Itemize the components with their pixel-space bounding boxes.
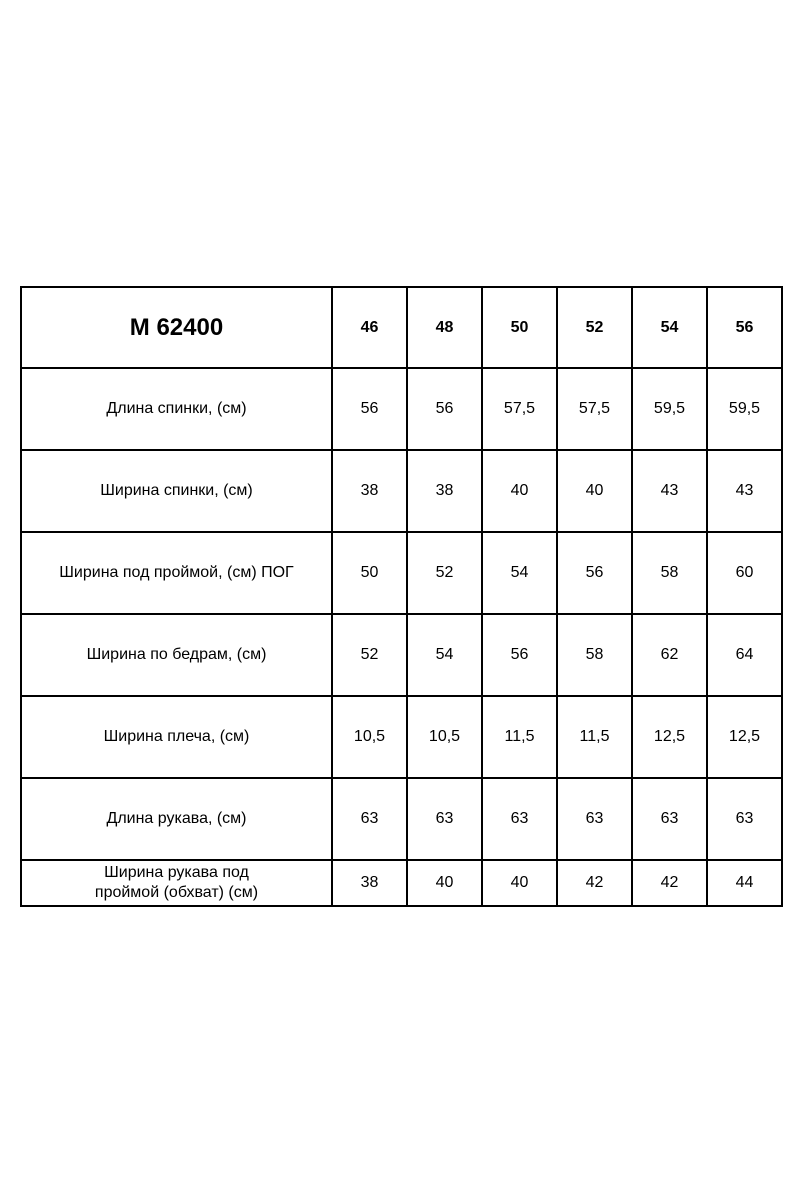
measurement-value: 52 <box>332 614 407 696</box>
measurement-value: 63 <box>632 778 707 860</box>
size-header: 52 <box>557 287 632 368</box>
measurement-value: 40 <box>482 450 557 532</box>
measurement-value: 56 <box>482 614 557 696</box>
measurement-value: 44 <box>707 860 782 906</box>
measurement-label: Длина спинки, (см) <box>21 368 332 450</box>
measurement-value: 63 <box>707 778 782 860</box>
table-row <box>21 450 782 532</box>
measurement-value: 57,5 <box>557 368 632 450</box>
measurement-label: Ширина спинки, (см) <box>21 450 332 532</box>
measurement-value: 59,5 <box>707 368 782 450</box>
measurement-value: 57,5 <box>482 368 557 450</box>
table-row <box>21 778 782 860</box>
measurement-value: 38 <box>332 450 407 532</box>
size-header: 46 <box>332 287 407 368</box>
measurement-value: 50 <box>332 532 407 614</box>
measurement-value: 40 <box>482 860 557 906</box>
measurement-value: 62 <box>632 614 707 696</box>
measurement-value: 60 <box>707 532 782 614</box>
size-header: 50 <box>482 287 557 368</box>
measurement-value: 10,5 <box>332 696 407 778</box>
measurement-value: 10,5 <box>407 696 482 778</box>
measurement-value: 40 <box>407 860 482 906</box>
measurement-value: 12,5 <box>707 696 782 778</box>
measurement-value: 52 <box>407 532 482 614</box>
measurement-value: 42 <box>557 860 632 906</box>
size-header: 54 <box>632 287 707 368</box>
measurement-value: 63 <box>332 778 407 860</box>
size-chart-table <box>20 286 783 907</box>
measurement-value: 43 <box>707 450 782 532</box>
table-row <box>21 860 782 906</box>
measurement-value: 54 <box>407 614 482 696</box>
measurement-value: 64 <box>707 614 782 696</box>
measurement-value: 40 <box>557 450 632 532</box>
measurement-label: Длина рукава, (см) <box>21 778 332 860</box>
measurement-label-line2: проймой (обхват) (см) <box>94 884 259 901</box>
measurement-label: Ширина под проймой, (см) ПОГ <box>21 532 332 614</box>
table-row <box>21 532 782 614</box>
table-row <box>21 614 782 696</box>
measurement-label: Ширина по бедрам, (см) <box>21 614 332 696</box>
table-header-row <box>21 287 782 368</box>
table-row <box>21 696 782 778</box>
measurement-label <box>21 860 332 906</box>
measurement-value: 63 <box>407 778 482 860</box>
measurement-value: 59,5 <box>632 368 707 450</box>
measurement-value: 11,5 <box>482 696 557 778</box>
measurement-value: 63 <box>482 778 557 860</box>
measurement-value: 54 <box>482 532 557 614</box>
measurement-value: 63 <box>557 778 632 860</box>
measurement-value: 56 <box>332 368 407 450</box>
measurement-value: 56 <box>557 532 632 614</box>
measurement-value: 43 <box>632 450 707 532</box>
measurement-value: 12,5 <box>632 696 707 778</box>
model-number: M 62400 <box>21 287 332 368</box>
size-header: 56 <box>707 287 782 368</box>
measurement-label: Ширина плеча, (см) <box>21 696 332 778</box>
measurement-value: 58 <box>557 614 632 696</box>
size-header: 48 <box>407 287 482 368</box>
measurement-value: 42 <box>632 860 707 906</box>
measurement-value: 58 <box>632 532 707 614</box>
measurement-label-line1: Ширина рукава под <box>104 864 249 881</box>
measurement-value: 11,5 <box>557 696 632 778</box>
measurement-value: 38 <box>332 860 407 906</box>
measurement-value: 56 <box>407 368 482 450</box>
measurement-value: 38 <box>407 450 482 532</box>
table-row <box>21 368 782 450</box>
